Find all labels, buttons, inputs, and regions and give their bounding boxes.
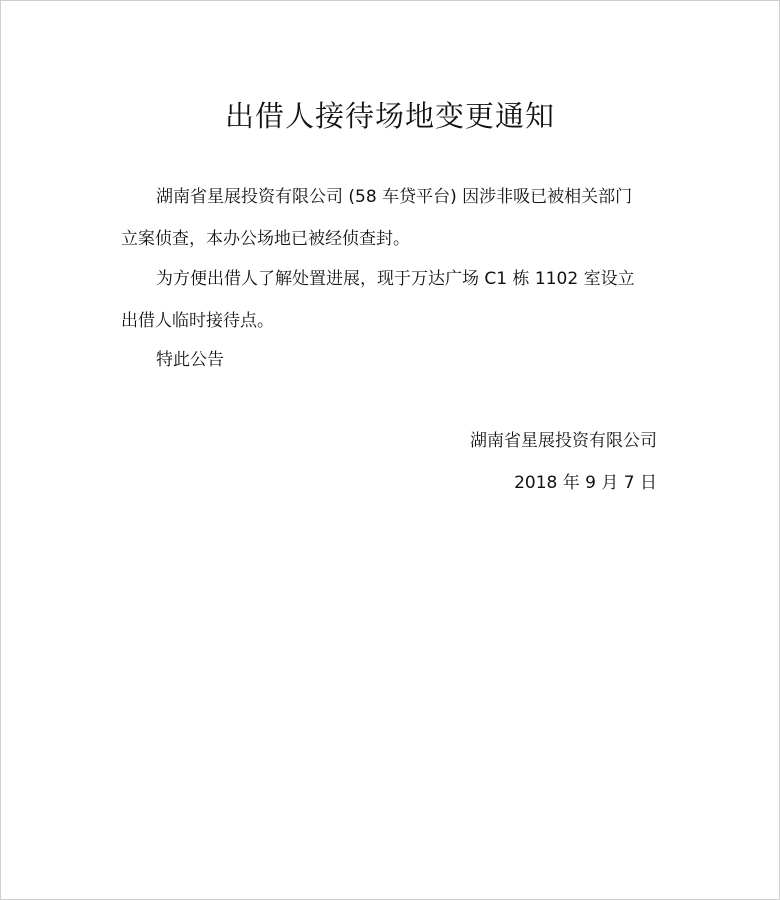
- notice-title: 出借人接待场地变更通知: [224, 99, 555, 133]
- paragraph-2-line-1: 为方便出借人了解处置进展，现于万达广场 C1 栋 1102 室设立: [156, 269, 635, 289]
- paragraph-1-line-1: 湖南省星展投资有限公司 (58 车贷平台) 因涉非吸已被相关部门: [156, 187, 633, 207]
- signature-company: 湖南省星展投资有限公司: [470, 431, 657, 451]
- paragraph-2-line-2: 出借人临时接待点。: [121, 311, 274, 331]
- signature-date: 2018 年 9 月 7 日: [514, 473, 657, 493]
- paragraph-1-line-2: 立案侦查，本办公场地已被经侦查封。: [121, 229, 410, 249]
- paragraph-3-line-1: 特此公告: [156, 350, 224, 370]
